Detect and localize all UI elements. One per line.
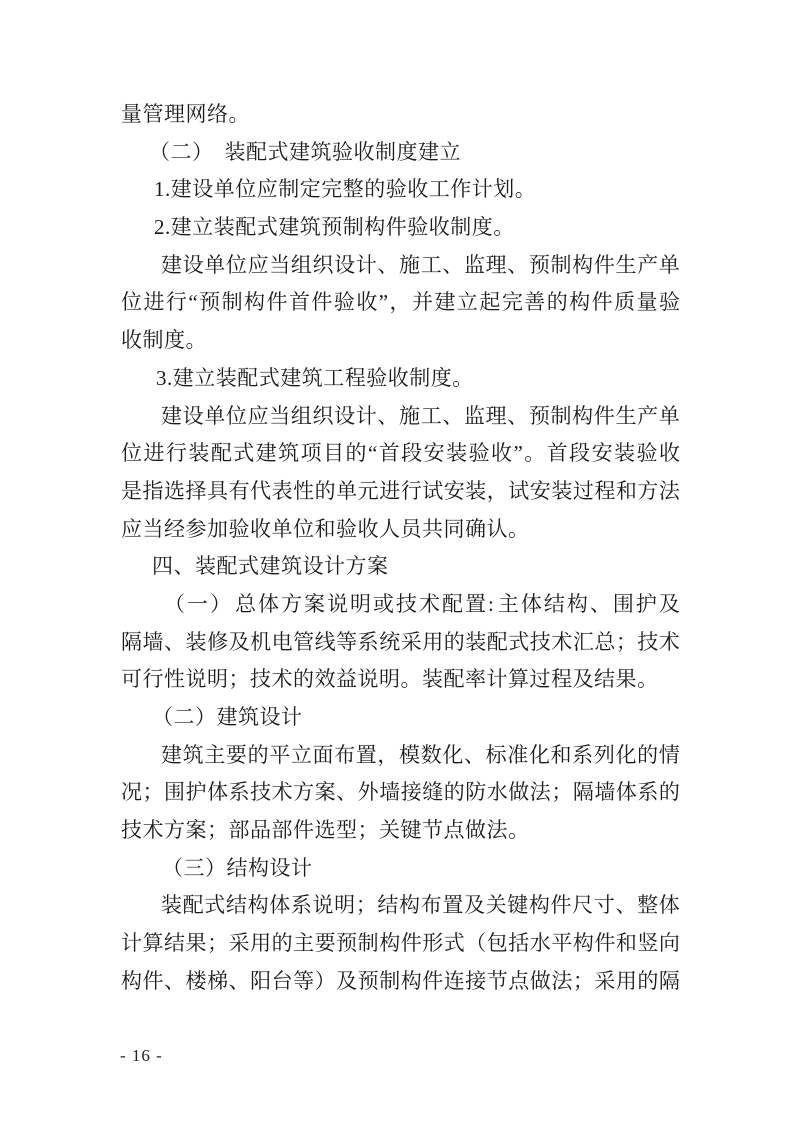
text-line: 量管理网络。 [121, 102, 250, 126]
text-line: 建 设 单 位 应 当 组 织 设 计 、 施 工 、 监 理 、 预 制 构 件 生 产 单 [161, 252, 680, 277]
text-line: 四、装配式建筑设计方案 [152, 554, 389, 579]
text-line: （三）结构设计 [162, 855, 313, 880]
text-line: 隔 墙 、 装 修 及 机 电 管 线 等 系 统 采 用 的 装 配 式 技 术 汇 总 ； 技 术 [121, 629, 680, 654]
text-line: 装 配 式 结 构 体 系 说 明 ； 结 构 布 置 及 关 键 构 件 尺 寸 、 整 体 [161, 893, 680, 918]
text-line: 构 件 、 楼 梯 、 阳 台 等 ） 及 预 制 构 件 连 接 节 点 做 法 ； 采 用 的 隔 [121, 968, 680, 993]
text-line: （二） 装配式建筑验收制度建立 [149, 139, 461, 164]
text-line: 技术方案；部品部件选型；关键节点做法。 [121, 818, 530, 843]
document-body [121, 96, 680, 1001]
text-line: （ 一 ） 总 体 方 案 说 明 或 技 术 配 置 : 主 体 结 构 、 围 护 及 [164, 591, 680, 616]
text-line: 可行性说明；技术的效益说明。装配率计算过程及结果。 [121, 667, 659, 692]
text-line: 建 设 单 位 应 当 组 织 设 计 、 施 工 、 监 理 、 预 制 构 件 生 产 单 [161, 403, 680, 428]
text-line: 应当经参加验收单位和验收人员共同确认。 [121, 516, 530, 541]
text-line: 收制度。 [121, 328, 207, 353]
text-line: 位 进 行 “ 预 制 构 件 首 件 验 收 ” ， 并 建 立 起 完 善 的 构 件 质 量 验 [121, 290, 680, 315]
text-line: 位 进 行 装 配 式 建 筑 项 目 的 “ 首 段 安 装 验 收 ” 。 首 段 安 装 验 收 [121, 441, 680, 466]
text-line: 3.建立装配式建筑工程验收制度。 [156, 365, 474, 390]
text-line: 建 筑 主 要 的 平 立 面 布 置 ， 模 数 化 、 标 准 化 和 系 列 化 的 情 [161, 742, 680, 767]
text-line: 计 算 结 果 ； 采 用 的 主 要 预 制 构 件 形 式 （ 包 括 水 平 构 件 和 竖 向 [121, 931, 680, 956]
text-line: 是 指 选 择 具 有 代 表 性 的 单 元 进 行 试 安 装 ， 试 安 装 过 程 和 方 法 [121, 478, 680, 503]
text-line: 1.建设单位应制定完整的验收工作计划。 [154, 177, 537, 202]
text-line: 2.建立装配式建筑预制构件验收制度。 [154, 215, 515, 240]
text-line: （二）建筑设计 [152, 705, 303, 729]
text-line: 况 ； 围 护 体 系 技 术 方 案 、 外 墙 接 缝 的 防 水 做 法 ； 隔 墙 体 系 的 [121, 780, 680, 805]
page-number: - 16 - [120, 1046, 163, 1065]
